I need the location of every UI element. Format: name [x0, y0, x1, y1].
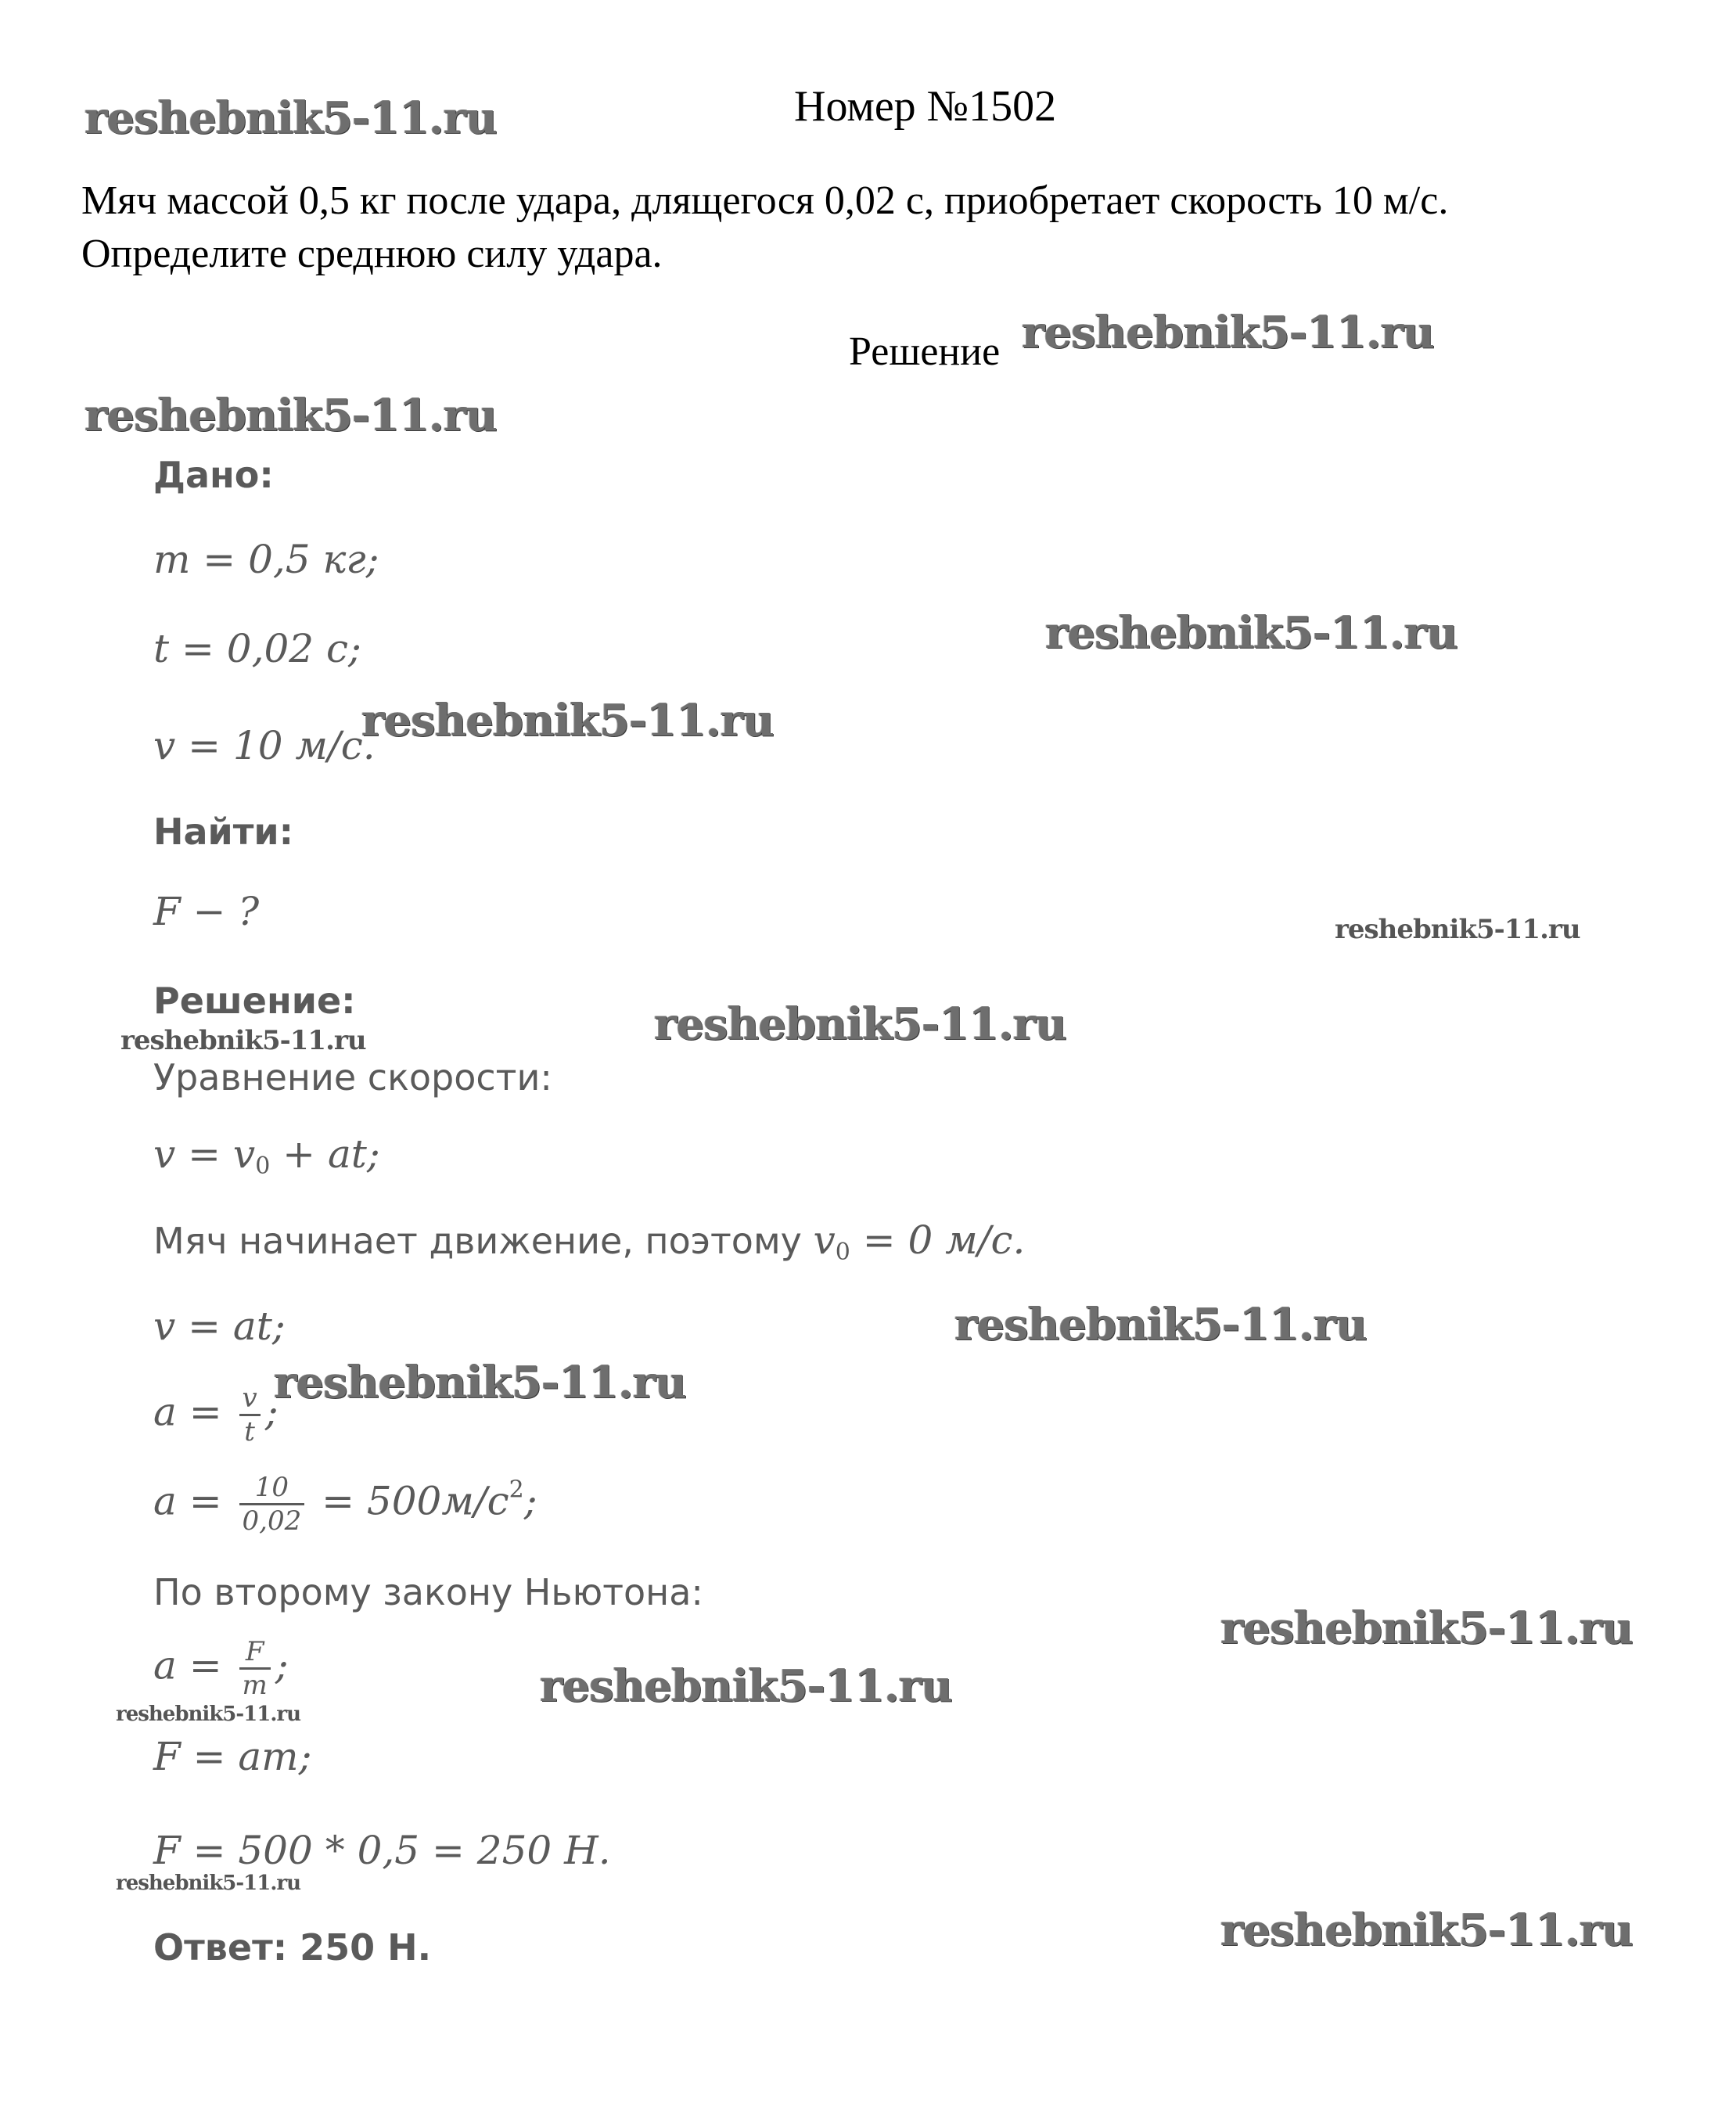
- given-label: Дано:: [153, 454, 274, 496]
- watermark: reshebnik5-11.ru: [1220, 1904, 1633, 1956]
- find-value: F − ?: [153, 889, 260, 934]
- solution-label: Решение:: [153, 980, 356, 1022]
- v-at-equation: v = at;: [153, 1304, 286, 1349]
- fraction-f-over-m: $\frac{F}{m}$: [239, 1638, 271, 1699]
- acceleration-formula: a = $\frac{v}{t}$ ;: [153, 1383, 279, 1447]
- watermark: reshebnik5-11.ru: [116, 1703, 301, 1726]
- watermark: reshebnik5-11.ru: [274, 1357, 686, 1408]
- force-formula: F = am;: [153, 1734, 312, 1779]
- page-title: Номер №1502: [794, 82, 1057, 131]
- watermark: reshebnik5-11.ru: [116, 1872, 301, 1895]
- fraction-v-over-t: $\frac{v}{t}$: [239, 1385, 261, 1445]
- watermark: reshebnik5-11.ru: [1022, 307, 1434, 358]
- fraction-10-over-002: $\frac{10}{0,02}$: [239, 1474, 305, 1534]
- newton-law-label: По второму закону Ньютона:: [153, 1571, 703, 1613]
- problem-line-2: Определите среднюю силу удара.: [81, 232, 663, 276]
- watermark: reshebnik5-11.ru: [361, 695, 774, 746]
- given-velocity: v = 10 м/с.: [153, 723, 376, 768]
- watermark: reshebnik5-11.ru: [1335, 914, 1580, 945]
- acceleration-force-formula: a = $\frac{F}{m}$ ;: [153, 1636, 289, 1701]
- velocity-equation-label: Уравнение скорости:: [153, 1056, 552, 1099]
- watermark: reshebnik5-11.ru: [84, 92, 497, 144]
- find-label: Найти:: [153, 811, 294, 853]
- given-mass: m = 0,5 кг;: [153, 537, 379, 582]
- watermark: reshebnik5-11.ru: [654, 998, 1066, 1050]
- watermark: reshebnik5-11.ru: [1045, 607, 1457, 659]
- force-calculation: F = 500 * 0,5 = 250 Н.: [153, 1828, 611, 1873]
- acceleration-value: a = $\frac{10}{0,02}$ = $500м/с^2$;: [153, 1472, 537, 1537]
- problem-line-1: Мяч массой 0,5 кг после удара, длящегося 0,02 с, приобретает скорость 10 м/с.: [81, 178, 1449, 223]
- answer: Ответ: 250 Н.: [153, 1926, 432, 1969]
- watermark: reshebnik5-11.ru: [84, 390, 497, 441]
- watermark: reshebnik5-11.ru: [540, 1660, 952, 1712]
- initial-velocity-statement: Мяч начинает движение, поэтому $v_0 = 0$ м/с.: [153, 1217, 1026, 1266]
- watermark: reshebnik5-11.ru: [1220, 1602, 1633, 1654]
- given-time: t = 0,02 с;: [153, 626, 361, 671]
- watermark: reshebnik5-11.ru: [120, 1025, 366, 1056]
- solution-heading: Решение: [849, 329, 1001, 374]
- watermark: reshebnik5-11.ru: [954, 1299, 1367, 1350]
- velocity-equation: $v = v_0$ + at;: [153, 1131, 380, 1180]
